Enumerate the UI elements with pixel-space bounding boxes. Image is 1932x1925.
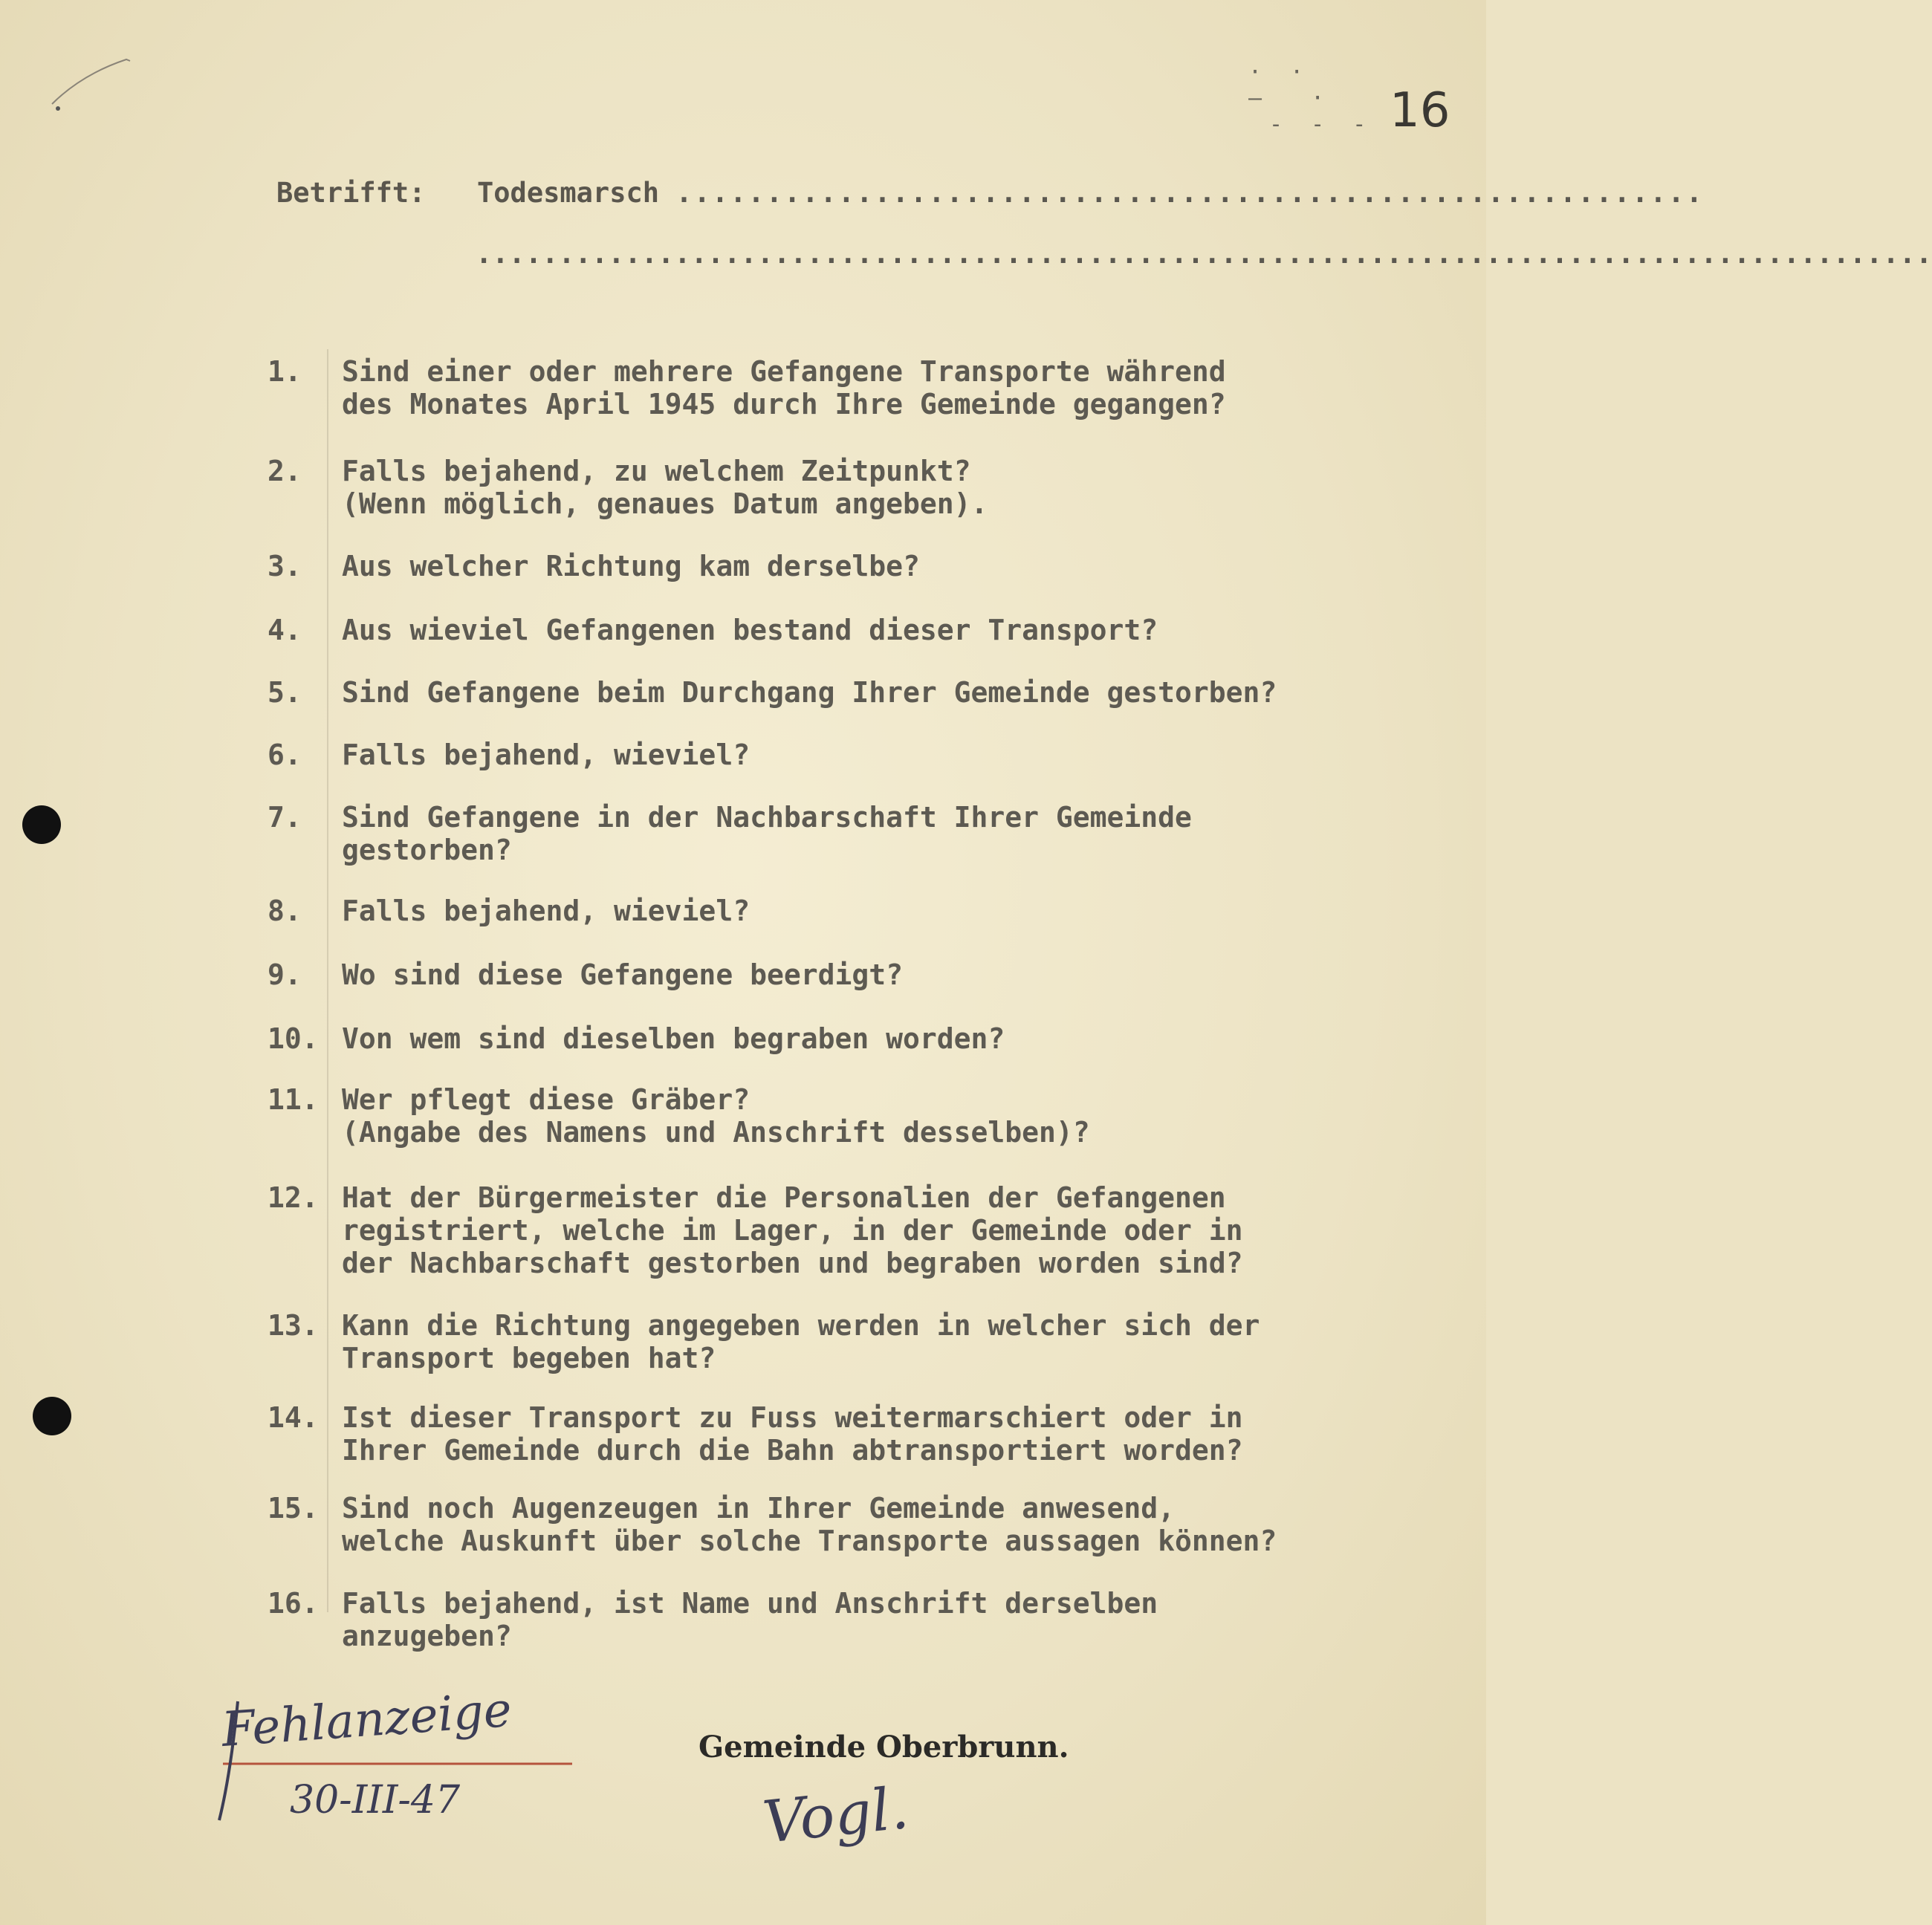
question-number: 14. <box>268 1401 319 1434</box>
question-number: 16. <box>268 1587 319 1620</box>
subject-line <box>276 177 1705 209</box>
question-number: 9. <box>268 958 302 991</box>
pen-stroke-mark <box>45 52 149 119</box>
question-text: Sind einer oder mehrere Gefangene Transporte während des Monates April 1945 durch Ihre Gemeinde gegangen? <box>342 355 1226 421</box>
question-text: Falls bejahend, wieviel? <box>342 738 751 771</box>
question-text: Wo sind diese Gefangene beerdigt? <box>342 958 903 991</box>
signature-text: Vogl. <box>759 1774 912 1857</box>
question-text: Ist dieser Transport zu Fuss weitermarschiert oder in Ihrer Gemeinde durch die Bahn abtransportiert worden? <box>342 1401 1243 1467</box>
question-text: Falls bejahend, wieviel? <box>342 895 751 927</box>
question-text: Falls bejahend, ist Name und Anschrift derselben anzugeben? <box>342 1587 1158 1652</box>
punch-hole-bottom <box>33 1397 71 1435</box>
question-text: Kann die Richtung angegeben werden in welcher sich der Transport begeben hat? <box>342 1309 1260 1374</box>
corner-marks: · · – · - - - <box>1248 59 1374 137</box>
question-text: Hat der Bürgermeister die Personalien der Gefangenen registriert, welche im Lager, in der Gemeinde oder in der Nachbarschaft gestorben und begraben worden sind? <box>342 1181 1243 1279</box>
question-number: 10. <box>268 1022 319 1055</box>
question-text: Aus wieviel Gefangenen bestand dieser Transport? <box>342 614 1158 646</box>
page-number: 16 <box>1390 83 1450 138</box>
question-number: 3. <box>268 550 302 582</box>
question-number: 8. <box>268 895 302 927</box>
question-number: 2. <box>268 455 302 487</box>
question-text: Falls bejahend, zu welchem Zeitpunkt? (Wenn möglich, genaues Datum angeben). <box>342 455 988 520</box>
question-number: 4. <box>268 614 302 646</box>
question-number: 13. <box>268 1309 319 1342</box>
question-number: 6. <box>268 738 302 771</box>
handwritten-note-text: Fehlanzeige <box>219 1682 513 1758</box>
question-number: 5. <box>268 676 302 709</box>
question-text: Sind Gefangene beim Durchgang Ihrer Gemeinde gestorben? <box>342 676 1277 709</box>
handwritten-date: 30-III-47 <box>290 1778 461 1822</box>
question-number: 15. <box>268 1492 319 1525</box>
punch-hole-top <box>22 805 61 844</box>
question-text: Von wem sind dieselben begraben worden? <box>342 1022 1005 1055</box>
signature <box>751 1768 959 1880</box>
question-text: Sind noch Augenzeugen in Ihrer Gemeinde anwesend, welche Auskunft über solche Transporte aussagen können? <box>342 1492 1277 1557</box>
subject-label: Betrifft: <box>276 177 426 209</box>
question-text: Wer pflegt diese Gräber? (Angabe des Namens und Anschrift desselben)? <box>342 1083 1090 1149</box>
municipality-stamp: Gemeinde Oberbrunn. <box>698 1730 1069 1765</box>
subject-value: Todesmarsch <box>477 177 660 209</box>
question-number: 11. <box>268 1083 319 1116</box>
question-number: 12. <box>268 1181 319 1214</box>
handwritten-note <box>208 1682 580 1835</box>
question-number: 7. <box>268 801 302 834</box>
question-text: Sind Gefangene in der Nachbarschaft Ihrer Gemeinde gestorben? <box>342 801 1192 866</box>
dotted-fill-line: ........................................................................................ <box>476 238 1932 270</box>
question-text: Aus welcher Richtung kam derselbe? <box>342 550 920 582</box>
question-number: 1. <box>268 355 302 388</box>
dotted-fill: ......................................................... <box>675 177 1705 209</box>
